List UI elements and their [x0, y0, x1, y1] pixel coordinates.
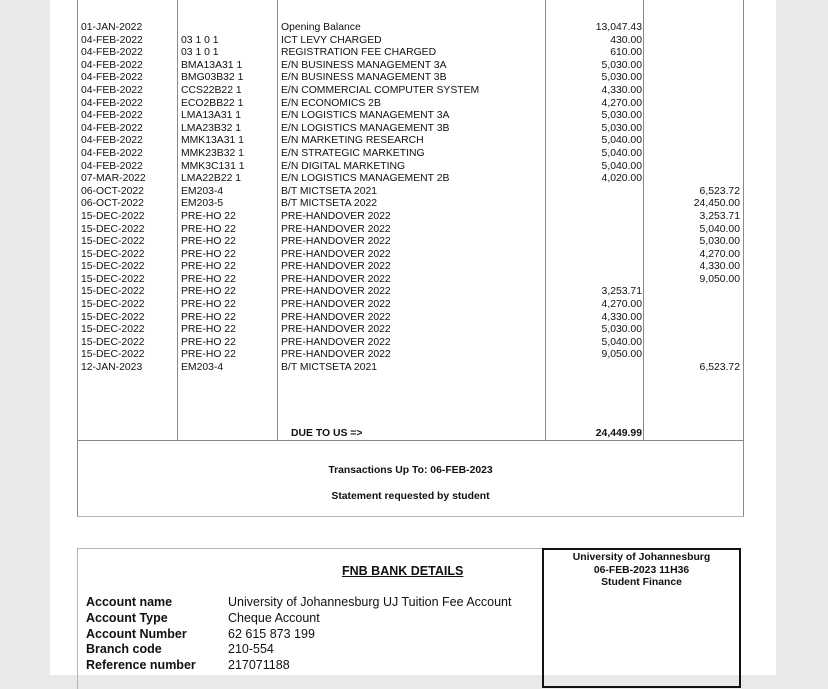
txn-description: E/N LOGISTICS MANAGEMENT 3B: [281, 122, 450, 134]
txn-date: 15-DEC-2022: [81, 286, 145, 298]
txn-description: E/N ECONOMICS 2B: [281, 97, 381, 109]
transactions-up-to: Transactions Up To: 06-FEB-2023: [328, 465, 493, 476]
txn-debit: 5,030.00: [601, 72, 642, 84]
txn-debit: 5,030.00: [601, 122, 642, 134]
txn-date: 07-MAR-2022: [81, 173, 146, 185]
txn-reference: PRE-HO 22: [181, 336, 236, 348]
txn-reference: 03 1 0 1: [181, 34, 219, 46]
bank-label: Account name: [86, 595, 173, 609]
txn-date: 15-DEC-2022: [81, 324, 145, 336]
table-row: [78, 198, 743, 211]
txn-date: 01-JAN-2022: [81, 22, 143, 33]
table-row: [78, 98, 743, 111]
table-row: [78, 337, 743, 350]
txn-description: PRE-HANDOVER 2022: [281, 286, 391, 298]
table-row: [78, 47, 743, 60]
txn-description: E/N BUSINESS MANAGEMENT 3A: [281, 59, 447, 71]
txn-debit: 5,040.00: [601, 135, 642, 147]
txn-description: PRE-HANDOVER 2022: [281, 299, 391, 311]
txn-reference: CCS22B22 1: [181, 84, 242, 96]
txn-description: E/N DIGITAL MARKETING: [281, 160, 406, 172]
txn-reference: PRE-HO 22: [181, 261, 236, 273]
txn-description: PRE-HANDOVER 2022: [281, 273, 391, 285]
txn-description: E/N LOGISTICS MANAGEMENT 3A: [281, 110, 450, 122]
txn-date: 06-OCT-2022: [81, 185, 144, 197]
txn-date: 04-FEB-2022: [81, 135, 143, 147]
table-row: [78, 72, 743, 85]
txn-debit: 5,040.00: [601, 160, 642, 172]
txn-credit: 3,253.71: [699, 210, 740, 222]
txn-reference: PRE-HO 22: [181, 286, 236, 298]
table-row: [78, 173, 743, 186]
bank-label: Account Number: [86, 627, 187, 641]
txn-description: PRE-HANDOVER 2022: [281, 349, 391, 361]
txn-reference: BMG03B32 1: [181, 72, 244, 84]
txn-credit: 4,270.00: [699, 248, 740, 260]
txn-debit: 9,050.00: [601, 349, 642, 361]
table-row: [78, 110, 743, 123]
txn-debit: 4,020.00: [601, 173, 642, 185]
table-row: [78, 249, 743, 262]
txn-reference: MMK3C131 1: [181, 160, 245, 172]
txn-credit: 6,523.72: [699, 362, 740, 374]
txn-reference: LMA22B22 1: [181, 173, 242, 185]
txn-debit: 4,270.00: [601, 97, 642, 109]
txn-reference: PRE-HO 22: [181, 273, 236, 285]
bank-label: Reference number: [86, 658, 196, 672]
table-row: [78, 349, 743, 362]
txn-debit: 430.00: [610, 34, 642, 46]
txn-reference: EM203-4: [181, 362, 224, 374]
due-label: DUE TO US =>: [291, 428, 363, 439]
txn-debit: 4,330.00: [601, 84, 642, 96]
bank-details-title: FNB BANK DETAILS: [342, 564, 464, 578]
txn-description: E/N MARKETING RESEARCH: [281, 135, 424, 147]
table-row: [78, 224, 743, 237]
stamp-department: Student Finance: [601, 577, 682, 588]
txn-date: 15-DEC-2022: [81, 299, 145, 311]
txn-debit: 5,030.00: [601, 59, 642, 71]
txn-debit: 610.00: [610, 47, 642, 59]
txn-description: PRE-HANDOVER 2022: [281, 261, 391, 273]
txn-description: E/N LOGISTICS MANAGEMENT 2B: [281, 173, 450, 185]
txn-reference: PRE-HO 22: [181, 311, 236, 323]
txn-credit: 24,450.00: [693, 198, 740, 210]
txn-description: Opening Balance: [281, 22, 361, 33]
table-row: [78, 186, 743, 199]
table-row: [78, 22, 743, 35]
txn-date: 04-FEB-2022: [81, 160, 143, 172]
statement-info-box: [77, 440, 744, 517]
txn-description: E/N BUSINESS MANAGEMENT 3B: [281, 72, 447, 84]
txn-reference: PRE-HO 22: [181, 210, 236, 222]
txn-reference: ECO2BB22 1: [181, 97, 244, 109]
table-row: [78, 161, 743, 174]
txn-reference: PRE-HO 22: [181, 236, 236, 248]
txn-reference: LMA23B32 1: [181, 122, 242, 134]
table-row: [78, 35, 743, 48]
txn-date: 04-FEB-2022: [81, 84, 143, 96]
table-row: [78, 236, 743, 249]
txn-reference: PRE-HO 22: [181, 324, 236, 336]
transaction-rows: [78, 22, 743, 375]
txn-date: 15-DEC-2022: [81, 236, 145, 248]
txn-date: 15-DEC-2022: [81, 248, 145, 260]
bank-value: 217071188: [228, 658, 290, 672]
txn-date: 04-FEB-2022: [81, 72, 143, 84]
bank-value: Cheque Account: [228, 611, 320, 625]
txn-credit: 6,523.72: [699, 185, 740, 197]
bank-details-box: [77, 548, 544, 689]
txn-debit: 13,047.43: [595, 22, 642, 33]
txn-date: 15-DEC-2022: [81, 210, 145, 222]
table-row: [78, 286, 743, 299]
table-row: [78, 211, 743, 224]
txn-reference: LMA13A31 1: [181, 110, 242, 122]
txn-reference: PRE-HO 22: [181, 248, 236, 260]
table-row: [78, 299, 743, 312]
txn-reference: EM203-5: [181, 198, 224, 210]
txn-date: 15-DEC-2022: [81, 273, 145, 285]
requested-by: Statement requested by student: [331, 491, 490, 502]
statement-page: [50, 0, 776, 675]
txn-description: B/T MICTSETA 2022: [281, 198, 378, 210]
txn-description: PRE-HANDOVER 2022: [281, 336, 391, 348]
txn-description: ICT LEVY CHARGED: [281, 34, 382, 46]
table-row: [78, 123, 743, 136]
txn-debit: 4,330.00: [601, 311, 642, 323]
txn-description: PRE-HANDOVER 2022: [281, 248, 391, 260]
txn-reference: PRE-HO 22: [181, 349, 236, 361]
bank-label: Account Type: [86, 611, 168, 625]
txn-description: E/N COMMERCIAL COMPUTER SYSTEM: [281, 84, 480, 96]
txn-reference: EM203-4: [181, 185, 224, 197]
table-row: [78, 274, 743, 287]
txn-debit: 3,253.71: [601, 286, 642, 298]
table-row: [78, 148, 743, 161]
txn-reference: 03 1 0 1: [181, 47, 219, 59]
txn-credit: 5,040.00: [699, 223, 740, 235]
bank-value: University of Johannesburg UJ Tuition Fee Account: [228, 595, 512, 609]
txn-debit: 5,030.00: [601, 110, 642, 122]
txn-date: 04-FEB-2022: [81, 47, 143, 59]
finance-stamp: [542, 548, 741, 688]
txn-description: PRE-HANDOVER 2022: [281, 311, 391, 323]
txn-date: 04-FEB-2022: [81, 97, 143, 109]
txn-date: 04-FEB-2022: [81, 122, 143, 134]
txn-debit: 5,040.00: [601, 336, 642, 348]
bank-value: 210-554: [228, 642, 274, 656]
table-row: [78, 324, 743, 337]
txn-date: 15-DEC-2022: [81, 336, 145, 348]
table-row: [78, 85, 743, 98]
table-row: [78, 60, 743, 73]
txn-debit: 5,040.00: [601, 147, 642, 159]
txn-date: 15-DEC-2022: [81, 223, 145, 235]
transactions-table: [77, 0, 744, 441]
table-row: [78, 362, 743, 375]
txn-date: 04-FEB-2022: [81, 147, 143, 159]
txn-description: PRE-HANDOVER 2022: [281, 223, 391, 235]
table-row: [78, 261, 743, 274]
txn-date: 06-OCT-2022: [81, 198, 144, 210]
txn-date: 15-DEC-2022: [81, 349, 145, 361]
txn-date: 15-DEC-2022: [81, 261, 145, 273]
txn-credit: 4,330.00: [699, 261, 740, 273]
stamp-university: University of Johannesburg: [572, 552, 711, 563]
txn-description: PRE-HANDOVER 2022: [281, 236, 391, 248]
txn-reference: PRE-HO 22: [181, 299, 236, 311]
txn-debit: 5,030.00: [601, 324, 642, 336]
txn-reference: BMA13A31 1: [181, 59, 243, 71]
txn-date: 15-DEC-2022: [81, 311, 145, 323]
txn-debit: 4,270.00: [601, 299, 642, 311]
table-row: [78, 312, 743, 325]
txn-credit: 9,050.00: [699, 273, 740, 285]
txn-date: 04-FEB-2022: [81, 59, 143, 71]
txn-description: E/N STRATEGIC MARKETING: [281, 147, 425, 159]
txn-date: 12-JAN-2023: [81, 362, 143, 374]
txn-date: 04-FEB-2022: [81, 34, 143, 46]
txn-description: PRE-HANDOVER 2022: [281, 324, 391, 336]
txn-reference: PRE-HO 22: [181, 223, 236, 235]
txn-reference: MMK13A31 1: [181, 135, 244, 147]
txn-date: 04-FEB-2022: [81, 110, 143, 122]
stamp-datetime: 06-FEB-2023 11H36: [593, 564, 690, 576]
bank-label: Branch code: [86, 642, 162, 656]
table-row: [78, 135, 743, 148]
due-amount: 24,449.99: [595, 428, 642, 439]
bank-value: 62 615 873 199: [228, 627, 315, 641]
txn-credit: 5,030.00: [699, 236, 740, 248]
txn-reference: MMK23B32 1: [181, 147, 244, 159]
txn-description: PRE-HANDOVER 2022: [281, 210, 391, 222]
txn-description: REGISTRATION FEE CHARGED: [281, 47, 437, 59]
txn-description: B/T MICTSETA 2021: [281, 185, 378, 197]
txn-description: B/T MICTSETA 2021: [281, 362, 378, 374]
